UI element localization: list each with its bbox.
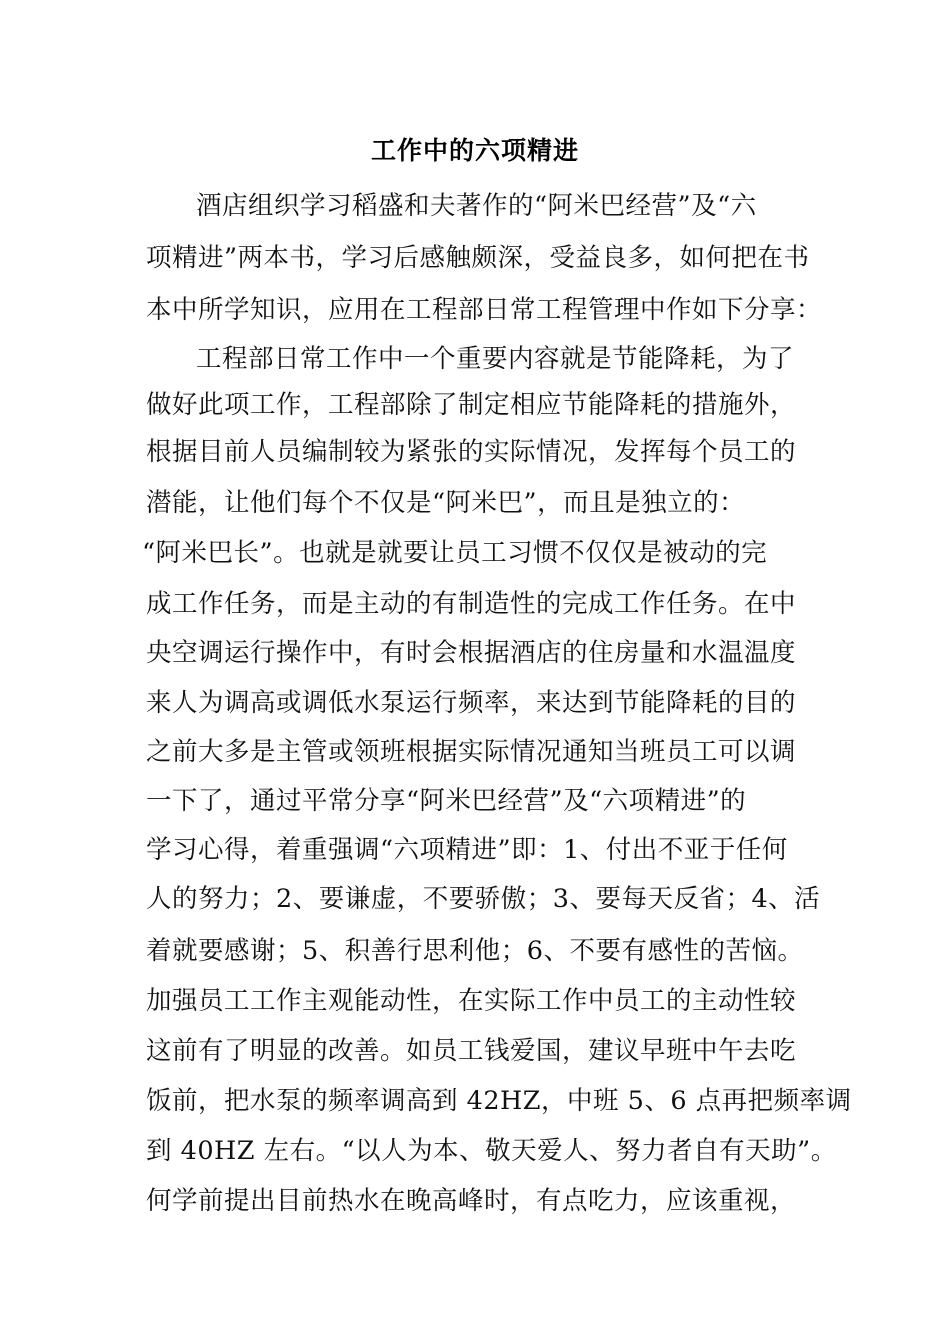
paragraph-2-line-13: 着就要感谢；5、积善行思利他；6、不要有感性的苦恼。 — [146, 936, 804, 966]
paragraph-2-line-7: 央空调运行操作中，有时会根据酒店的住房量和水温温度 — [146, 638, 797, 668]
paragraph-2-line-2: 做好此项工作，工程部除了制定相应节能降耗的措施外， — [146, 390, 797, 420]
paragraph-2-line-8: 来人为调高或调低水泵运行频率，来达到节能降耗的目的 — [146, 688, 797, 718]
paragraph-2-line-10: 一下了，通过平常分享“阿米巴经营”及“六项精进”的 — [146, 786, 747, 816]
paragraph-2-line-18: 何学前提出目前热水在晚高峰时，有点吃力，应该重视， — [146, 1186, 797, 1216]
paragraph-1-line-3: 本中所学知识，应用在工程部日常工程管理中作如下分享： — [146, 295, 823, 325]
document-title: 工作中的六项精进 — [370, 136, 579, 165]
paragraph-2-line-1: 工程部日常工作中一个重要内容就是节能降耗，为了 — [196, 344, 795, 374]
paragraph-2-line-14: 加强员工工作主观能动性，在实际工作中员工的主动性较 — [146, 986, 797, 1016]
paragraph-1-line-2: 项精进”两本书，学习后感触颇深，受益良多，如何把在书 — [146, 243, 810, 273]
paragraph-2-line-6: 成工作任务，而是主动的有制造性的完成工作任务。在中 — [146, 589, 797, 619]
paragraph-2-line-12: 人的努力；2、要谦虚，不要骄傲；3、要每天反省；4、活 — [146, 884, 821, 914]
paragraph-2-line-4: 潜能，让他们每个不仅是“阿米巴”，而且是独立的： — [146, 488, 746, 518]
paragraph-2-line-16: 饭前，把水泵的频率调高到 42HZ，中班 5、6 点再把频率调 — [146, 1086, 852, 1116]
paragraph-2-line-9: 之前大多是主管或领班根据实际情况通知当班员工可以调 — [146, 737, 797, 767]
paragraph-2-line-3: 根据目前人员编制较为紧张的实际情况，发挥每个员工的 — [146, 437, 797, 467]
paragraph-2-line-17: 到 40HZ 左右。“以人为本、敬天爱人、努力者自有天助”。 — [146, 1136, 837, 1166]
paragraph-2-line-15: 这前有了明显的改善。如员工钱爱国，建议早班中午去吃 — [146, 1036, 797, 1066]
paragraph-2-line-5: “阿米巴长”。也就是就要让员工习惯不仅仅是被动的完 — [142, 538, 768, 568]
paragraph-2-line-11: 学习心得，着重强调“六项精进”即：1、付出不亚于任何 — [146, 835, 788, 865]
paragraph-1-line-1: 酒店组织学习稻盛和夫著作的“阿米巴经营”及“六 — [196, 191, 757, 221]
